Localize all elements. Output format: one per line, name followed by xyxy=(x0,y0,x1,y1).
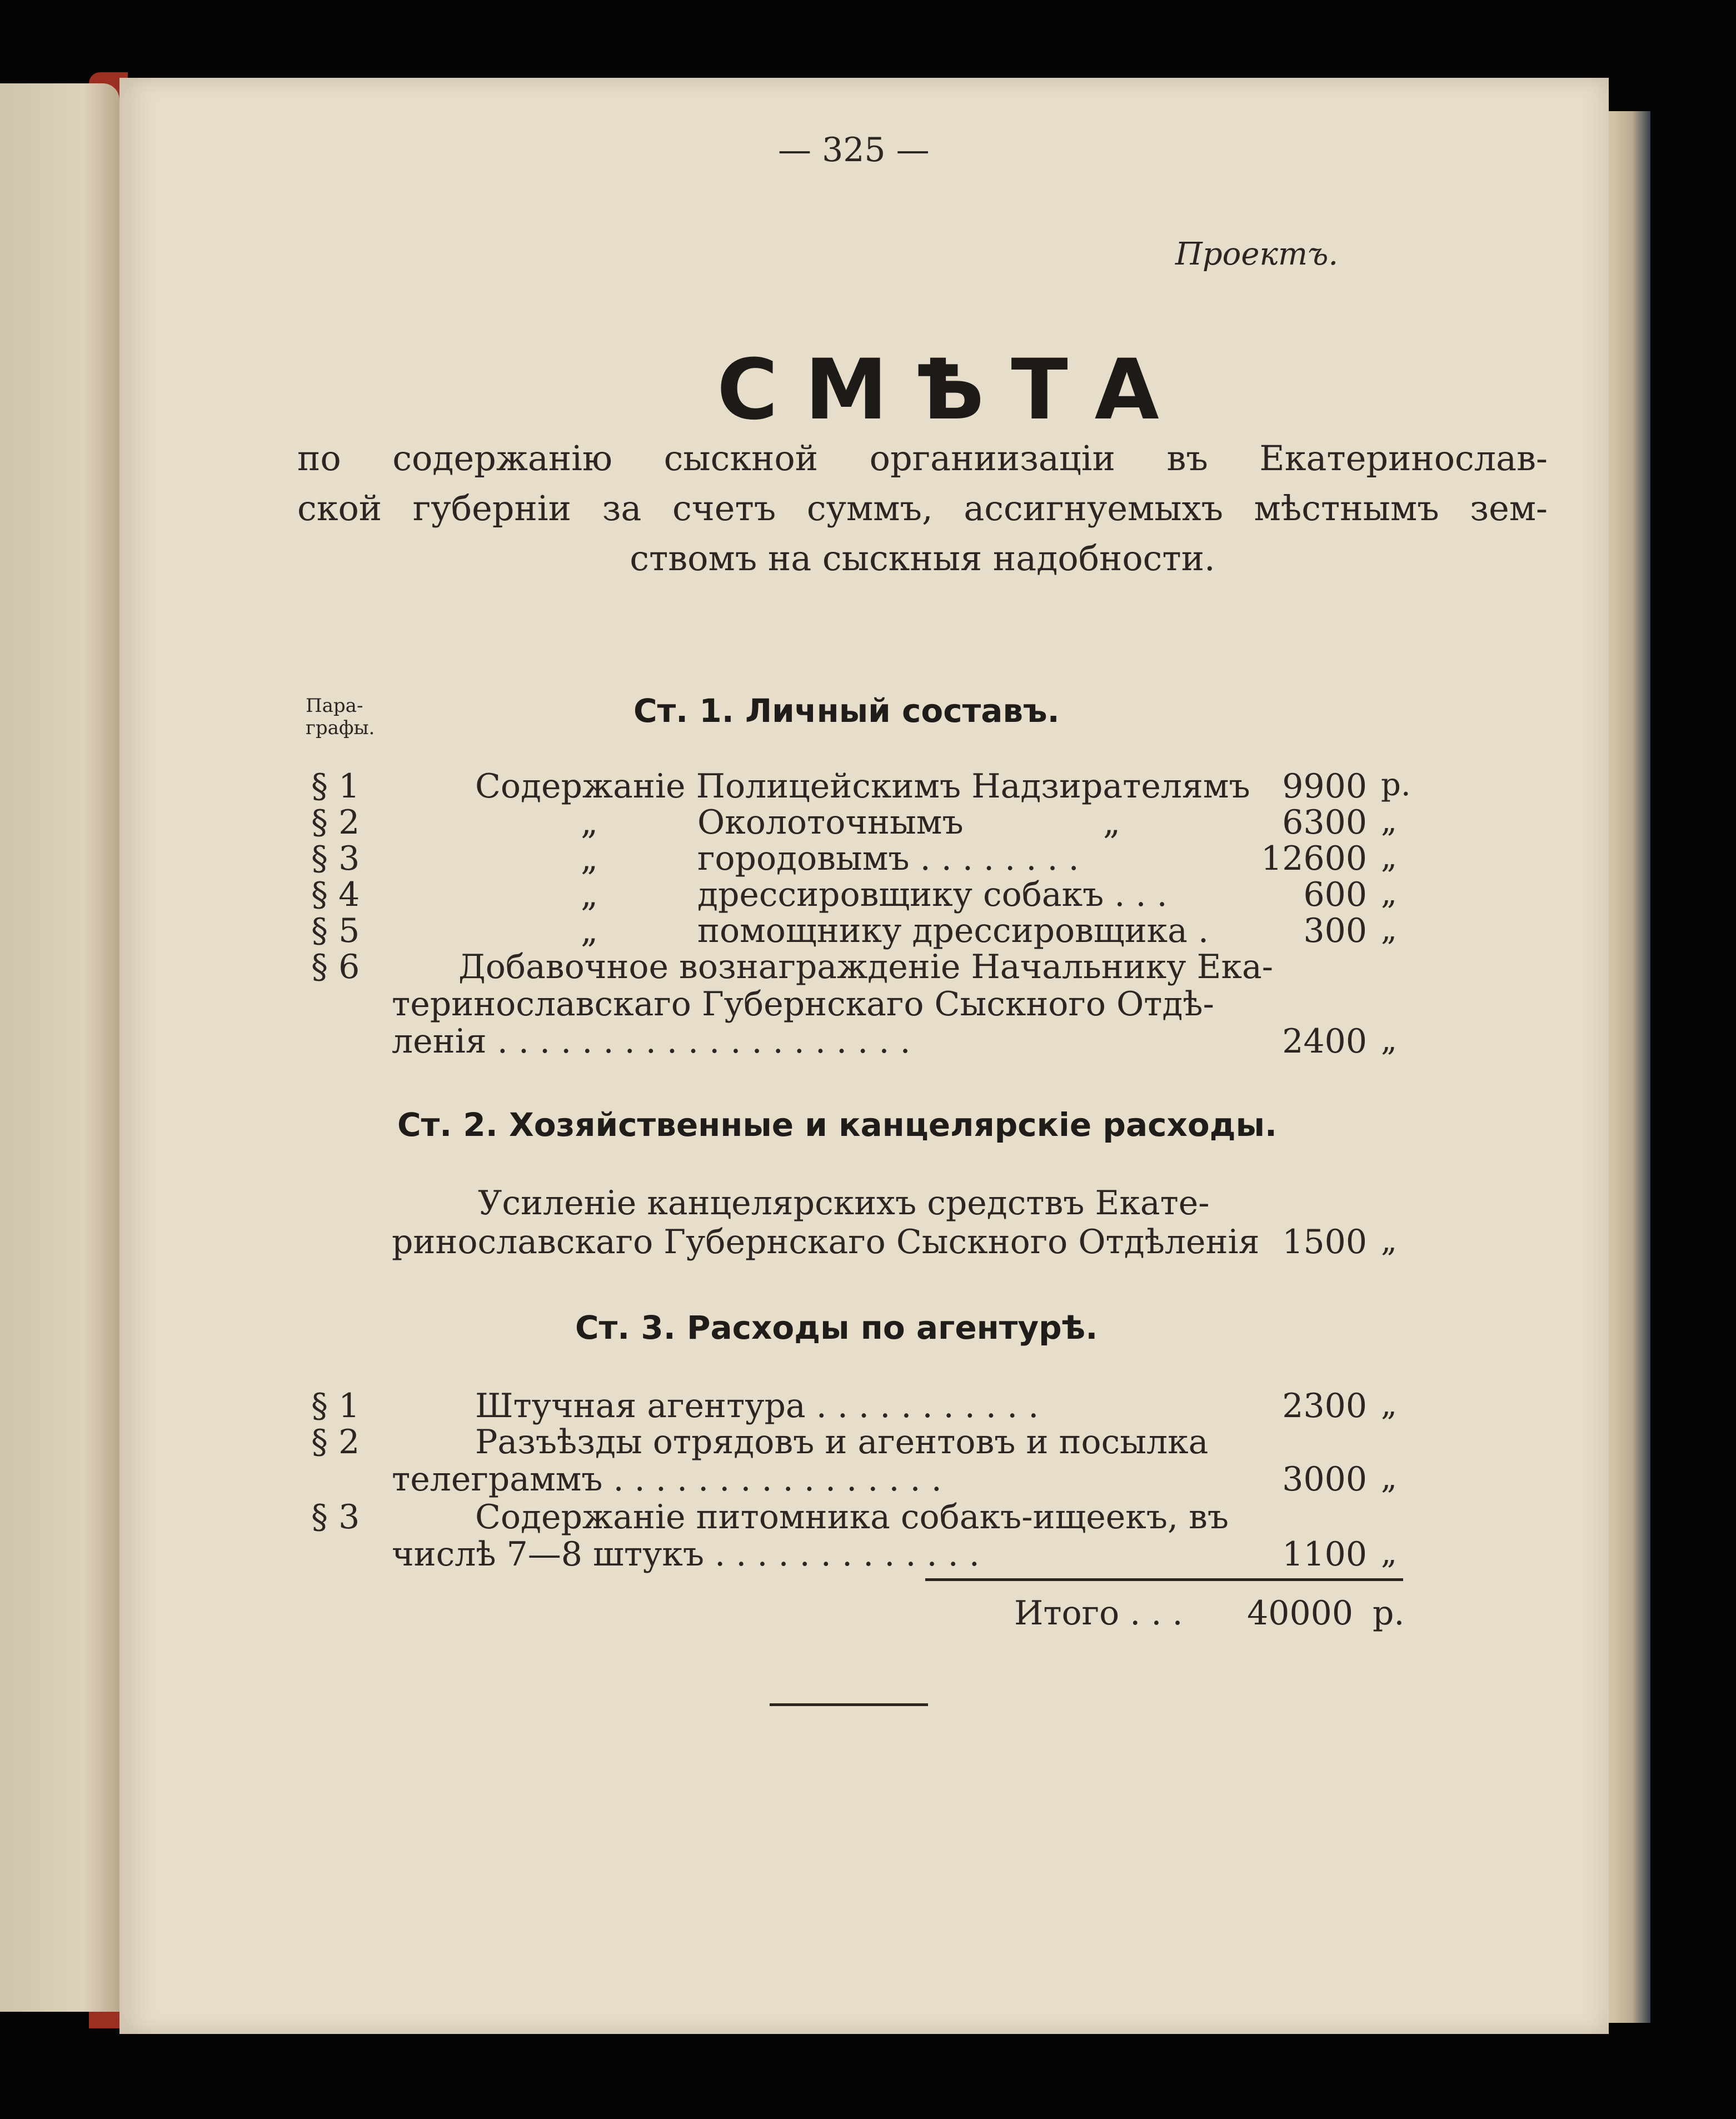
intro-line: ской губерніи за счетъ суммъ, ассигнуемыхъ мѣстнымъ зем- xyxy=(297,488,1548,528)
line-item-amount: 12600 xyxy=(1261,839,1367,878)
book-page xyxy=(119,78,1609,2034)
line-item-text: Содержаніе Полицейскимъ Надзирателямъ xyxy=(475,767,1250,806)
paragraph-number: § 2 xyxy=(311,803,360,842)
line-item-text: теринославскаго Губернскаго Сыскного Отдѣ- xyxy=(392,985,1214,1024)
paragraph-number: § 1 xyxy=(311,1387,360,1425)
section-3-heading: Ст. 3. Расходы по агентурѣ. xyxy=(575,1309,1098,1347)
left-page xyxy=(0,83,119,2012)
line-item-text: ринославскаго Губернскаго Сыскного Отдѣленія xyxy=(392,1223,1260,1262)
line-item-amount: 9900 xyxy=(1282,767,1367,806)
line-item-amount: 300 xyxy=(1303,911,1367,950)
line-item-unit: „ xyxy=(1381,911,1398,948)
line-item-amount: 6300 xyxy=(1282,803,1367,842)
paragraph-number: § 3 xyxy=(311,839,360,878)
document-title: СМѢТА xyxy=(717,342,1186,438)
ditto-mark: „ xyxy=(1103,803,1121,842)
paragraph-number: § 5 xyxy=(311,911,360,950)
line-item-text: дрессировщику собакъ . . . xyxy=(697,875,1168,914)
total-unit: р. xyxy=(1373,1594,1405,1633)
line-item-unit: „ xyxy=(1381,1223,1398,1259)
line-item-unit: „ xyxy=(1381,1460,1398,1496)
section-2-heading: Ст. 2. Хозяйственные и канцелярскіе расходы. xyxy=(397,1106,1278,1144)
intro-paragraph xyxy=(297,433,1548,584)
line-item-unit: „ xyxy=(1381,1022,1398,1058)
line-item-text: Разъѣзды отрядовъ и агентовъ и посылка xyxy=(475,1423,1209,1462)
line-item-amount: 2400 xyxy=(1282,1022,1367,1061)
line-item-text: Штучная агентура . . . . . . . . . . . xyxy=(475,1387,1039,1425)
paragraph-number: § 6 xyxy=(311,948,360,986)
line-item-text: Околоточнымъ xyxy=(697,803,964,842)
section-1-heading: Ст. 1. Личный составъ. xyxy=(633,692,1060,730)
line-item-amount: 2300 xyxy=(1282,1387,1367,1425)
line-item-text: помощнику дрессировщика . xyxy=(697,911,1209,950)
ditto-mark: „ xyxy=(581,803,598,842)
column-header xyxy=(306,695,375,739)
line-item-text: ленія . . . . . . . . . . . . . . . . . . . . xyxy=(392,1022,911,1061)
total-rule xyxy=(925,1578,1403,1581)
paragraph-number: § 3 xyxy=(311,1498,360,1537)
paragraph-number: § 2 xyxy=(311,1423,360,1462)
line-item-amount: 1100 xyxy=(1282,1535,1367,1574)
ditto-mark: „ xyxy=(581,839,598,878)
intro-line: по содержанію сыскной органиизаціи въ Екатеринослав- xyxy=(297,438,1548,478)
ditto-mark: „ xyxy=(581,911,598,950)
paragraph-number: § 1 xyxy=(311,767,360,806)
project-label: Проектъ. xyxy=(1175,236,1339,272)
total-amount: 40000 xyxy=(1247,1594,1353,1633)
intro-line: ствомъ на сыскныя надобности. xyxy=(630,538,1215,579)
line-item-text: городовымъ . . . . . . . . xyxy=(697,839,1079,878)
column-header-line: Пара- xyxy=(306,695,363,717)
line-item-amount: 3000 xyxy=(1282,1460,1367,1499)
line-item-unit: „ xyxy=(1381,1387,1398,1423)
line-item-text: Добавочное вознагражденіе Начальнику Ека- xyxy=(458,948,1273,986)
ditto-mark: „ xyxy=(581,875,598,914)
page-number: — 325 — xyxy=(778,131,930,169)
column-header-line: графы. xyxy=(306,717,375,739)
line-item-unit: „ xyxy=(1381,875,1398,911)
line-item-unit: „ xyxy=(1381,839,1398,875)
paragraph-number: § 4 xyxy=(311,875,360,914)
line-item-amount: 600 xyxy=(1303,875,1367,914)
line-item-unit: „ xyxy=(1381,803,1398,839)
line-item-text: Усиленіе канцелярскихъ средствъ Екате- xyxy=(478,1184,1210,1223)
line-item-text: Содержаніе питомника собакъ-ищеекъ, въ xyxy=(475,1498,1229,1537)
line-item-text: числѣ 7—8 штукъ . . . . . . . . . . . . . xyxy=(392,1535,980,1574)
closing-rule xyxy=(770,1703,928,1706)
line-item-unit: „ xyxy=(1381,1535,1398,1571)
line-item-amount: 1500 xyxy=(1282,1223,1367,1262)
line-item-unit: р. xyxy=(1381,767,1411,803)
line-item-text: телеграммъ . . . . . . . . . . . . . . . . xyxy=(392,1460,942,1499)
total-label: Итого . . . xyxy=(1014,1594,1183,1633)
